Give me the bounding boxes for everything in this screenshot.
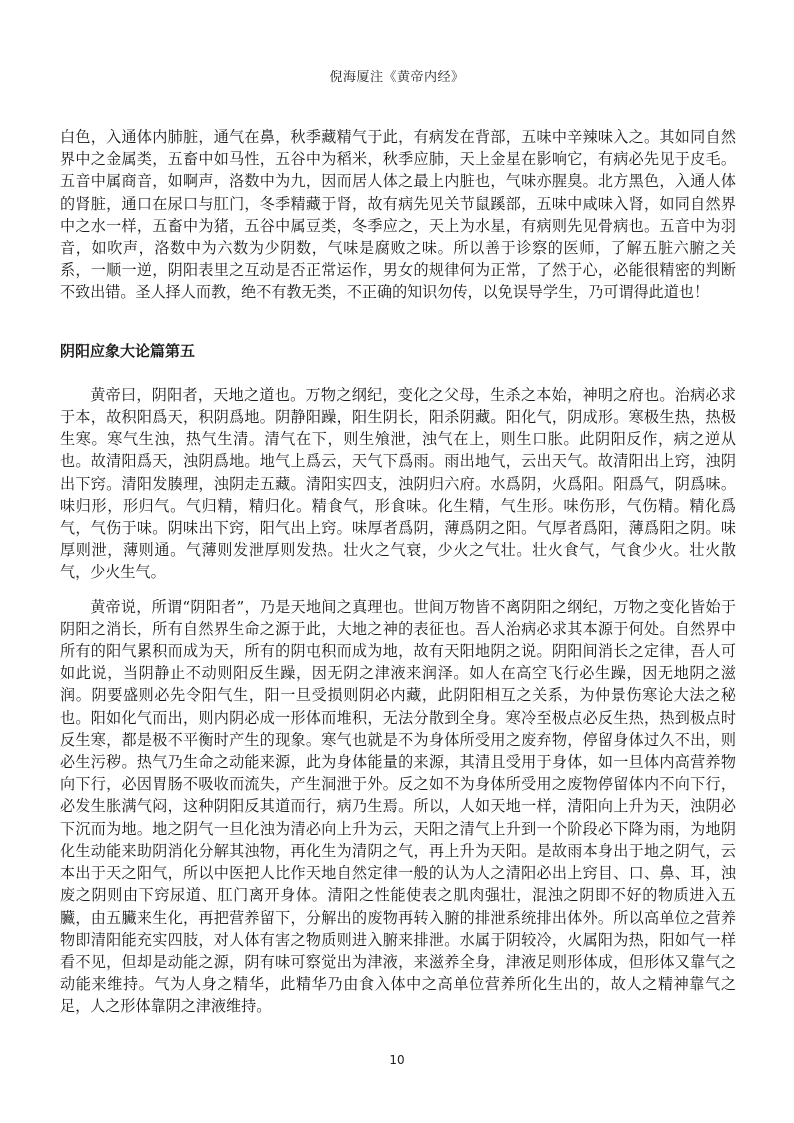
running-header: 倪海厦注《黄帝内经》 xyxy=(329,70,465,85)
paragraph-gap xyxy=(60,584,736,596)
intro-paragraph: 白色，入通体内肺脏，通气在鼻，秋季藏精气于此，有病发在背部，五味中辛辣味入之。其如同自然界中之金属类，五畜中如马性，五谷中为稻米，秋季应肺，天上金星在影响它，有病必先见于皮毛。五音中属商音，如啊声，洛数中为九，因而居人体之最上内脏也，气味亦腥臭。北方黑色，入通人体的肾脏，通口在尿口与肛门，冬季精藏于肾，故有病先见关节鼠蹊部，五味中咸味入肾，如同自然界中之水一样，五畜中为猪，五谷中属豆类，冬季应之，天上为水星，有病则先见骨病也。五音中为羽音，如吹声，洛数中为六数为少阴数，气味是腐败之味。所以善于诊察的医师，了解五脏六腑之关系，一顺一逆，阴阳表里之互动是否正常运作，男女的规律何为正常，了然于心，必能很精密的判断不致出错。圣人择人而教，绝不有教无类，不正确的知识勿传，以免误导学生，乃可谓得此道也！ xyxy=(60,128,736,302)
page-content xyxy=(60,126,736,1018)
page-number: 10 xyxy=(389,1053,405,1067)
section-title: 阴阳应象大论篇第五 xyxy=(60,341,196,360)
commentary-paragraph: 黄帝说，所谓“阴阳者”，乃是天地间之真理也。世间万物皆不离阴阳之纲纪，万物之变化皆始于阴阳之消长，所有自然界生命之源于此，大地之神的表征也。吾人治病必求其本源于何处。自然界中所有的阳气累积而成为天，所有的阴屯积而成为地，故有天阳地阴之说。阴阳间消长之定律，吾人可如此说，当阴静止不动则阳反生躁，因无阴之津液来润泽。如人在高空飞行必生躁，因无地阴之滋润。阴要盛则必先令阳气生，阳一旦受损则阴必内藏，此阴阳相互之关系，为仲景伤寒论大法之秘也。阳如化气而出，则内阴必成一形体而堆积，无法分散到全身。寒冷至极点必反生热，热到极点时反生寒，都是极不平衡时产生的现象。寒气也就是不为身体所受用之废弃物，停留身体过久不出，则必生污秽。热气乃生命之动能来源，此为身体能量的来源，其清且受用于身体，如一旦体内高营养物向下行，必因胃肠不吸收而流失，产生洞泄于外。反之如不为身体所受用之废物停留体内不向下行，必发生胀满气闷，这种阴阳反其道而行，病乃生焉。所以，人如天地一样，清阳向上升为天，浊阴必下沉而为地。地之阴气一旦化浊为清必向上升为云，天阳之清气上升到一个阶段必下降为雨，为地阴化生动能来助阴消化分解其浊物，再化生为清阴之气，再上升为天阳。是故雨本身出于地之阴气，云本出于天之阳气，所以中医把人比作天地自然定律一般的认为人之清阳必出上窍目、口、鼻、耳，浊废之阴则由下窍尿道、肛门离开身体。清阳之性能使表之肌肉强壮，混浊之阴即不好的物质进入五臟，由五臟来生化，再把营养留下，分解出的废物再转入腑的排泄系统排出体外。所以高单位之营养物即清阳能充实四肢，对人体有害之物质则进入腑来排泄。水属于阴较冷，火属阳为热，阳如气一样看不见，但却是动能之源，阴有味可察觉出为津液，来滋养全身，津液足则形体成，但形体又靠气之动能来维持。气为人身之精华，此精华乃由食入体中之高单位营养所化生出的，故人之精神靠气之足，人之形体靠阴之津液维持。 xyxy=(60,597,736,1016)
classic-text-paragraph: 黄帝曰，阴阳者，天地之道也。万物之纲纪，变化之父母，生杀之本始，神明之府也。治病必求于本，故积阳爲天，积阴爲地。阴静阳躁，阳生阴长，阳杀阴藏。阳化气，阴成形。寒极生热，热极生寒。寒气生浊，热气生清。清气在下，则生飧泄，浊气在上，则生口胀。此阴阳反作，病之逆从也。故清阳爲天，浊阴爲地。地气上爲云，天气下爲雨。雨出地气，云出天气。故清阳出上窍，浊阴出下窍。清阳发腠理，浊阴走五藏。清阳实四支，浊阴归六府。水爲阴，火爲阳。阳爲气，阴爲味。味归形，形归气。气归精，精归化。精食气，形食味。化生精，气生形。味伤形，气伤精。精化爲气，气伤于味。阴味出下窍，阳气出上窍。味厚者爲阴，薄爲阴之阳。气厚者爲阳，薄爲阳之阴。味厚则泄，薄则通。气薄则发泄厚则发热。壮火之气衰，少火之气壮。壮火食气，气食少火。壮火散气，少火生气。 xyxy=(60,385,736,582)
